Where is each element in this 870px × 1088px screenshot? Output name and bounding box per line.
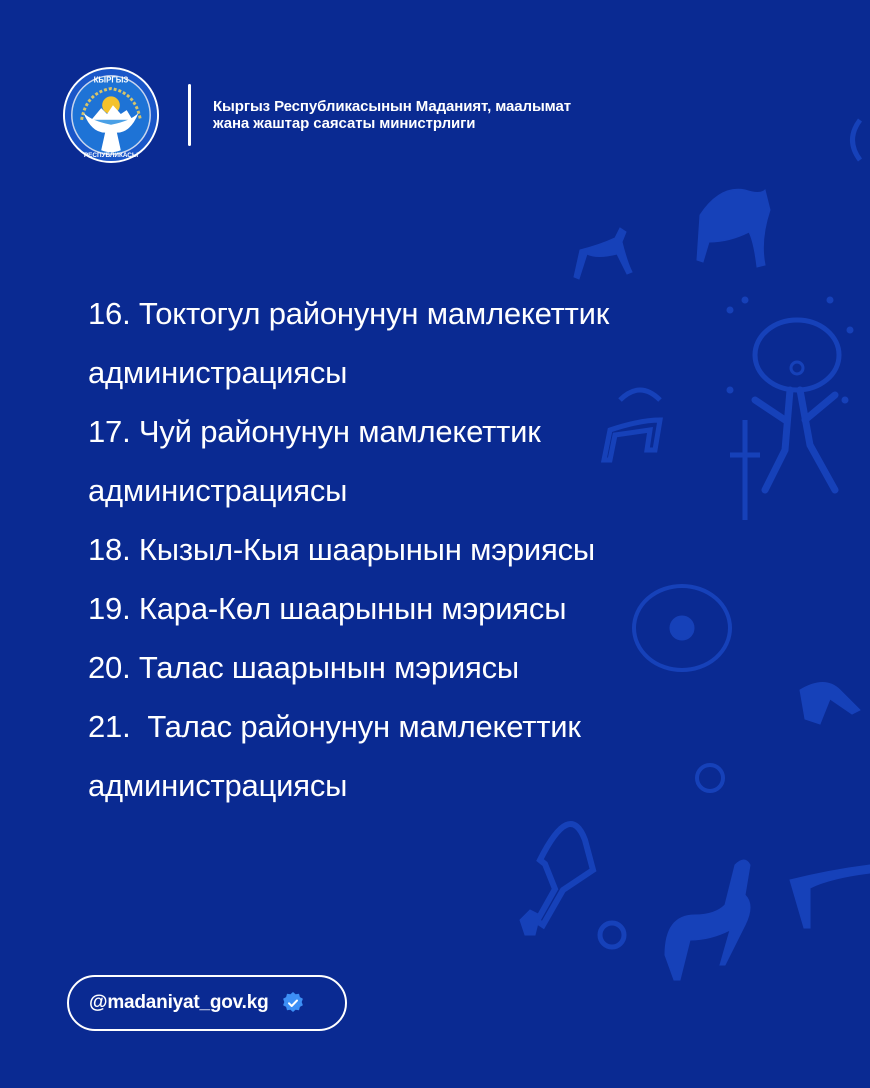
list-item: 20. Талас шаарынын мэриясы	[88, 650, 519, 685]
ministry-name	[213, 98, 571, 132]
svg-text:РЕСПУБЛИКАСЫ: РЕСПУБЛИКАСЫ	[83, 152, 139, 160]
list-item: 16. Токтогул районунун мамлекеттик	[88, 296, 610, 331]
list-item: 19. Кара-Көл шаарынын мэриясы	[88, 591, 567, 626]
organization-list	[88, 284, 788, 815]
ministry-name-line-1: Кыргыз Республикасынын Маданият, маалымат	[213, 98, 571, 115]
header-divider	[188, 84, 191, 146]
ministry-header	[62, 60, 571, 170]
svg-text:КЫРГЫЗ: КЫРГЫЗ	[93, 75, 129, 85]
list-item: администрациясы	[88, 473, 348, 508]
verified-badge-icon	[281, 991, 305, 1015]
social-handle-pill[interactable]	[67, 975, 347, 1031]
ministry-name-line-2: жана жаштар саясаты министрлиги	[213, 115, 476, 132]
list-item: администрациясы	[88, 768, 348, 803]
social-handle-text: @madaniyat_gov.kg	[89, 992, 269, 1013]
list-item: 17. Чуй районунун мамлекеттик	[88, 414, 541, 449]
kyrgyz-state-emblem-icon	[62, 66, 160, 164]
list-item: администрациясы	[88, 355, 348, 390]
list-item: 18. Кызыл-Кыя шаарынын мэриясы	[88, 532, 595, 567]
list-item: 21. Талас районунун мамлекеттик	[88, 709, 581, 744]
